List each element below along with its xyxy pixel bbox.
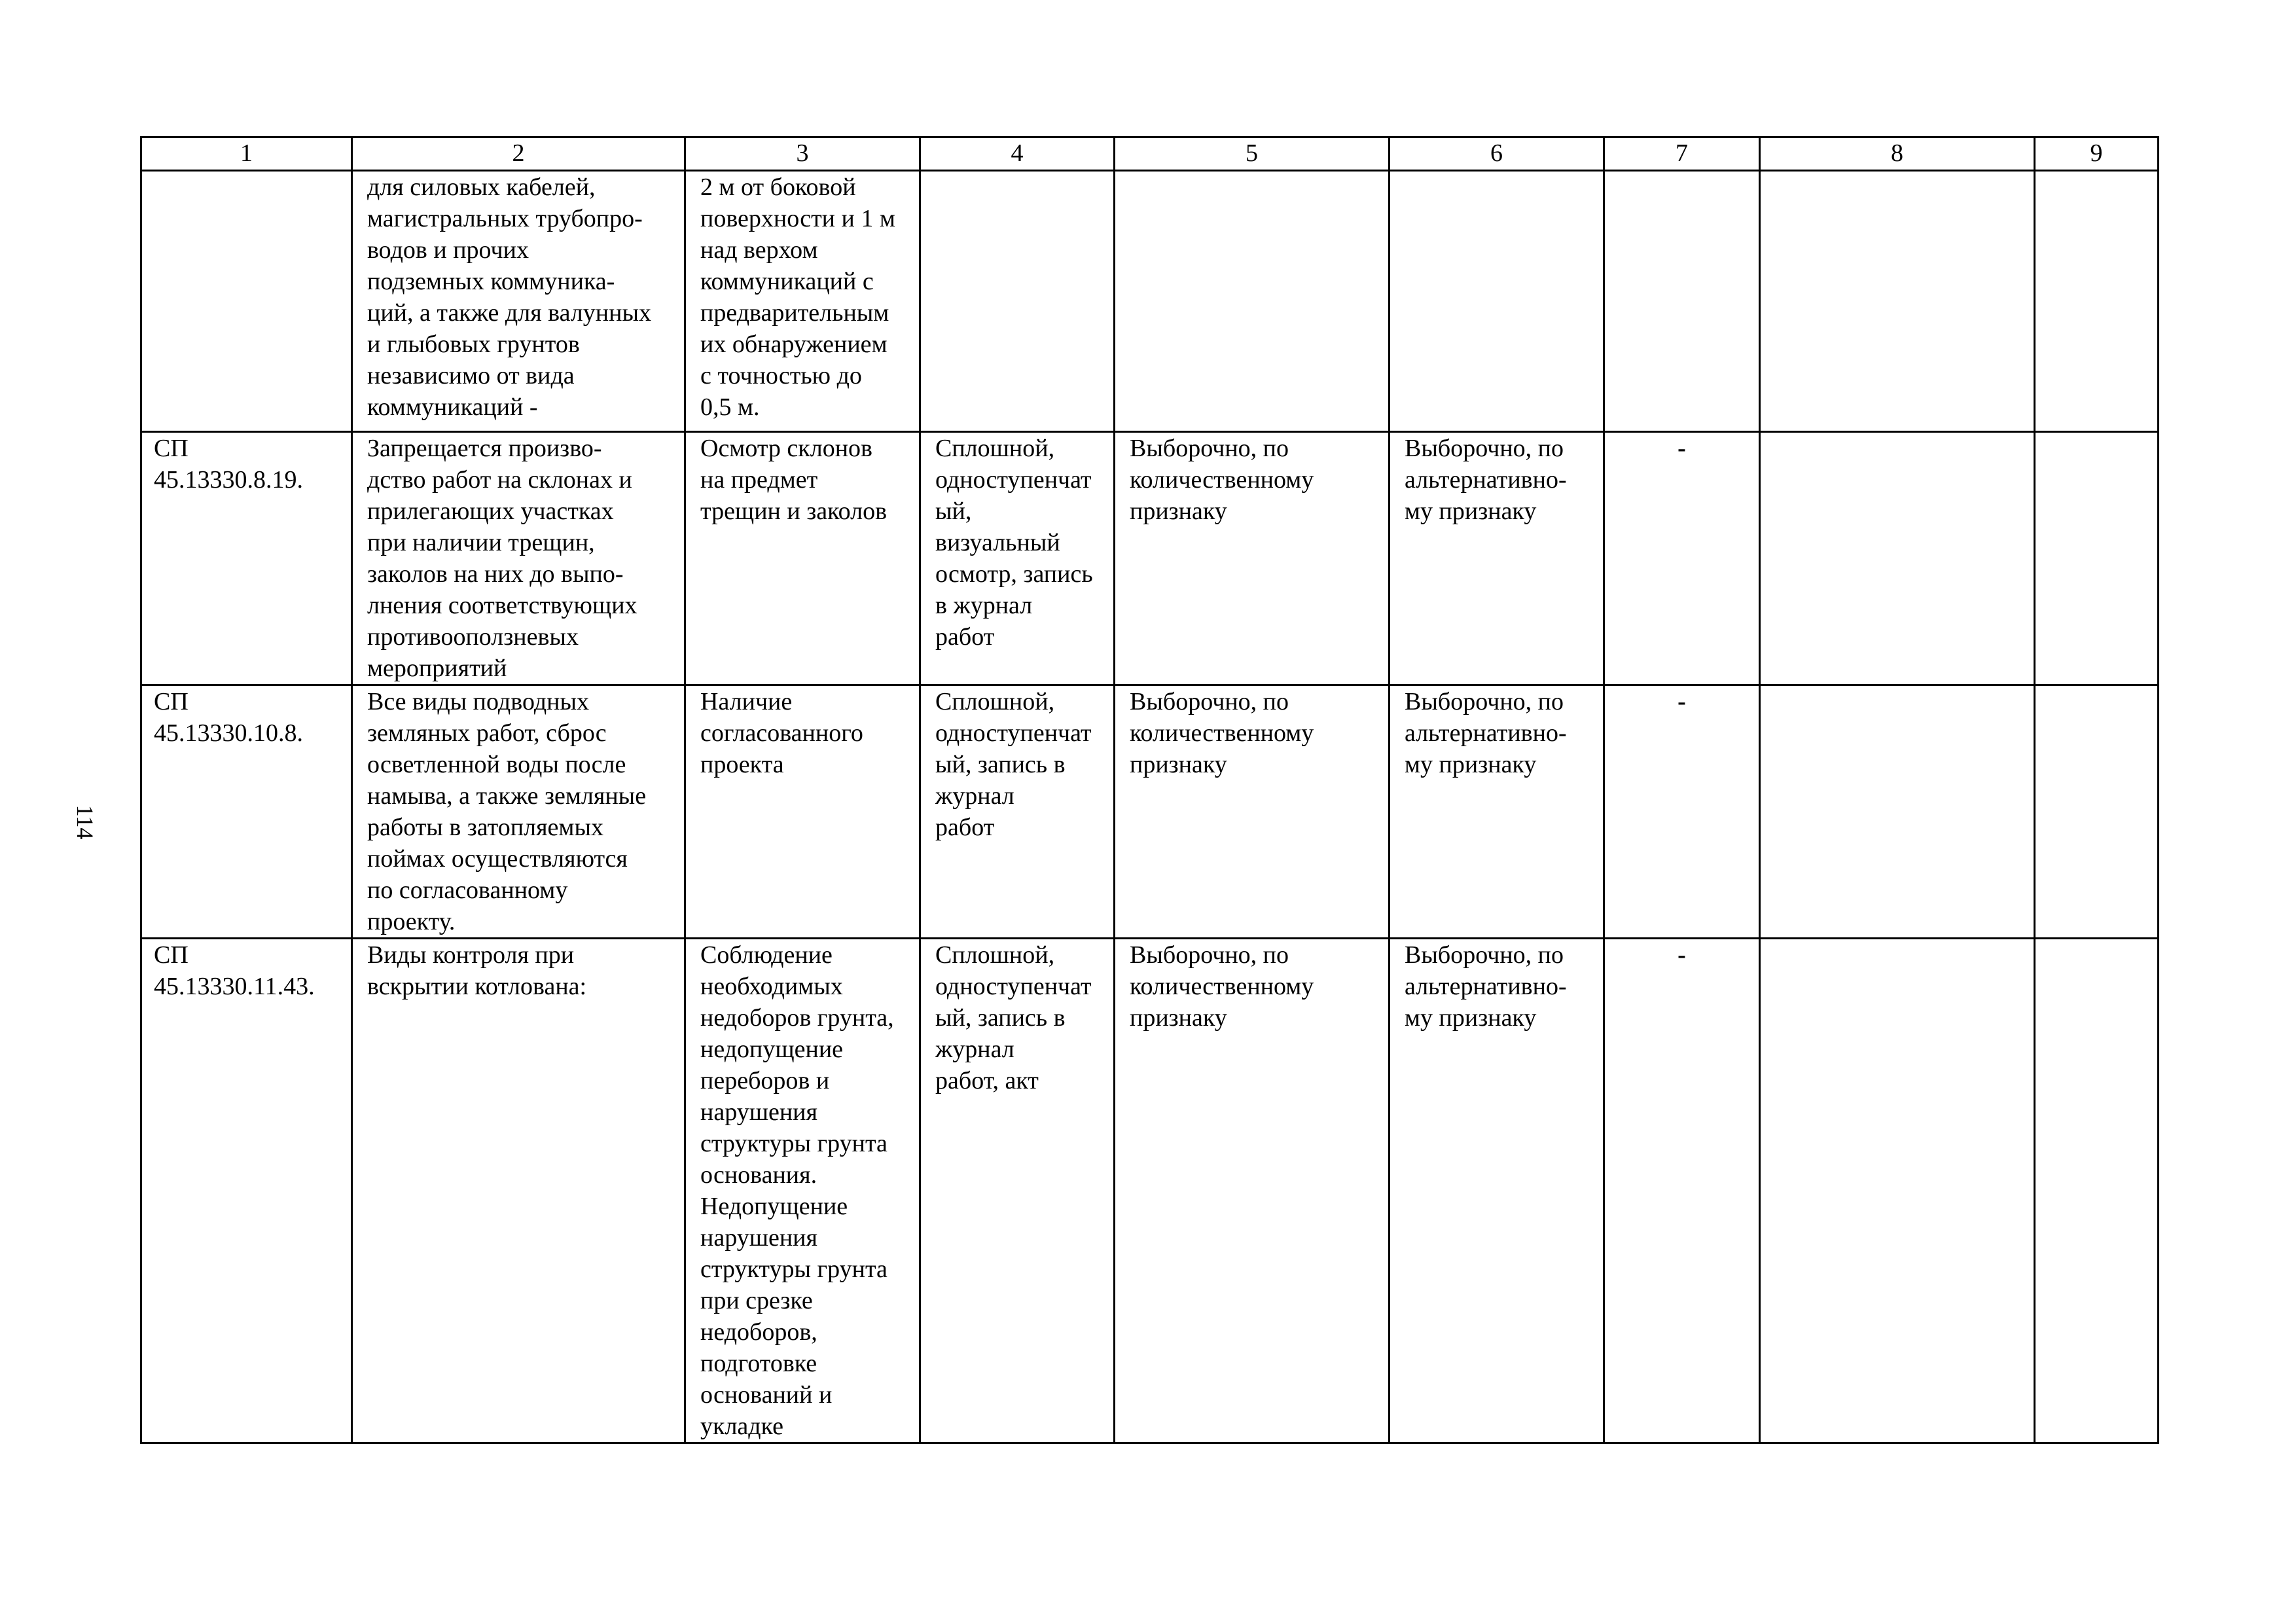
cell-sampling-5: Выборочно, по количественному признаку	[1115, 685, 1390, 939]
header-cell-8: 8	[1760, 137, 2035, 171]
cell-col-9	[2035, 432, 2159, 685]
inspection-table	[140, 136, 2159, 1444]
table-row	[141, 685, 2159, 939]
cell-col-8	[1760, 432, 2035, 685]
cell-col-9	[2035, 685, 2159, 939]
cell-control-type: Сплошной, одноступенчат ый, запись в журнал работ, акт	[920, 939, 1115, 1443]
header-cell-2: 2	[352, 137, 685, 171]
cell-controlled-parameter: Наличие согласованного проекта	[685, 685, 920, 939]
cell-sampling-6: Выборочно, по альтернативно- му признаку	[1390, 432, 1604, 685]
table-row	[141, 171, 2159, 432]
header-cell-4: 4	[920, 137, 1115, 171]
cell-sampling-5: Выборочно, по количественному признаку	[1115, 432, 1390, 685]
cell-sampling-5	[1115, 171, 1390, 432]
cell-controlled-parameter: Соблюдение необходимых недоборов грунта, недопущение переборов и нарушения структуры грунта основания. Недопущение нарушения структуры грунта при срезке недоборов, подготовке оснований и укладке	[685, 939, 920, 1443]
header-cell-3: 3	[685, 137, 920, 171]
header-cell-7: 7	[1604, 137, 1760, 171]
cell-sampling-6: Выборочно, по альтернативно- му признаку	[1390, 685, 1604, 939]
cell-col-8	[1760, 171, 2035, 432]
header-cell-9: 9	[2035, 137, 2159, 171]
cell-sampling-6: Выборочно, по альтернативно- му признаку	[1390, 939, 1604, 1443]
table-header-row	[141, 137, 2159, 171]
cell-requirement: для силовых кабелей, магистральных трубопро- водов и прочих подземных коммуника- ций, а также для валунных и глыбовых грунтов независимо от вида коммуникаций -	[352, 171, 685, 432]
cell-requirement: Все виды подводных земляных работ, сброс осветленной воды после намыва, а также земляные работы в затопляемых поймах осуществляются по согласованному проекту.	[352, 685, 685, 939]
cell-sampling-6	[1390, 171, 1604, 432]
cell-col-9	[2035, 939, 2159, 1443]
cell-col-7	[1604, 171, 1760, 432]
table-row	[141, 432, 2159, 685]
cell-col-9	[2035, 171, 2159, 432]
cell-reference: СП 45.13330.8.19.	[141, 432, 352, 685]
cell-control-type: Сплошной, одноступенчат ый, запись в журнал работ	[920, 685, 1115, 939]
header-cell-5: 5	[1115, 137, 1390, 171]
cell-requirement: Запрещается произво- дство работ на склонах и прилегающих участках при наличии трещин, заколов на них до выпо- лнения соответствующих противооползневых мероприятий	[352, 432, 685, 685]
header-cell-1: 1	[141, 137, 352, 171]
cell-reference: СП 45.13330.11.43.	[141, 939, 352, 1443]
cell-col-7: -	[1604, 939, 1760, 1443]
cell-sampling-5: Выборочно, по количественному признаку	[1115, 939, 1390, 1443]
cell-controlled-parameter: Осмотр склонов на предмет трещин и заколов	[685, 432, 920, 685]
header-cell-6: 6	[1390, 137, 1604, 171]
cell-control-type: Сплошной, одноступенчат ый, визуальный осмотр, запись в журнал работ	[920, 432, 1115, 685]
cell-requirement: Виды контроля при вскрытии котлована:	[352, 939, 685, 1443]
page-number: 114	[72, 804, 98, 840]
cell-col-7: -	[1604, 432, 1760, 685]
cell-col-7: -	[1604, 685, 1760, 939]
cell-control-type	[920, 171, 1115, 432]
table-row	[141, 939, 2159, 1443]
cell-col-8	[1760, 939, 2035, 1443]
cell-reference: СП 45.13330.10.8.	[141, 685, 352, 939]
cell-controlled-parameter: 2 м от боковой поверхности и 1 м над верхом коммуникаций с предварительным их обнаружением с точностью до 0,5 м.	[685, 171, 920, 432]
cell-reference	[141, 171, 352, 432]
cell-col-8	[1760, 685, 2035, 939]
